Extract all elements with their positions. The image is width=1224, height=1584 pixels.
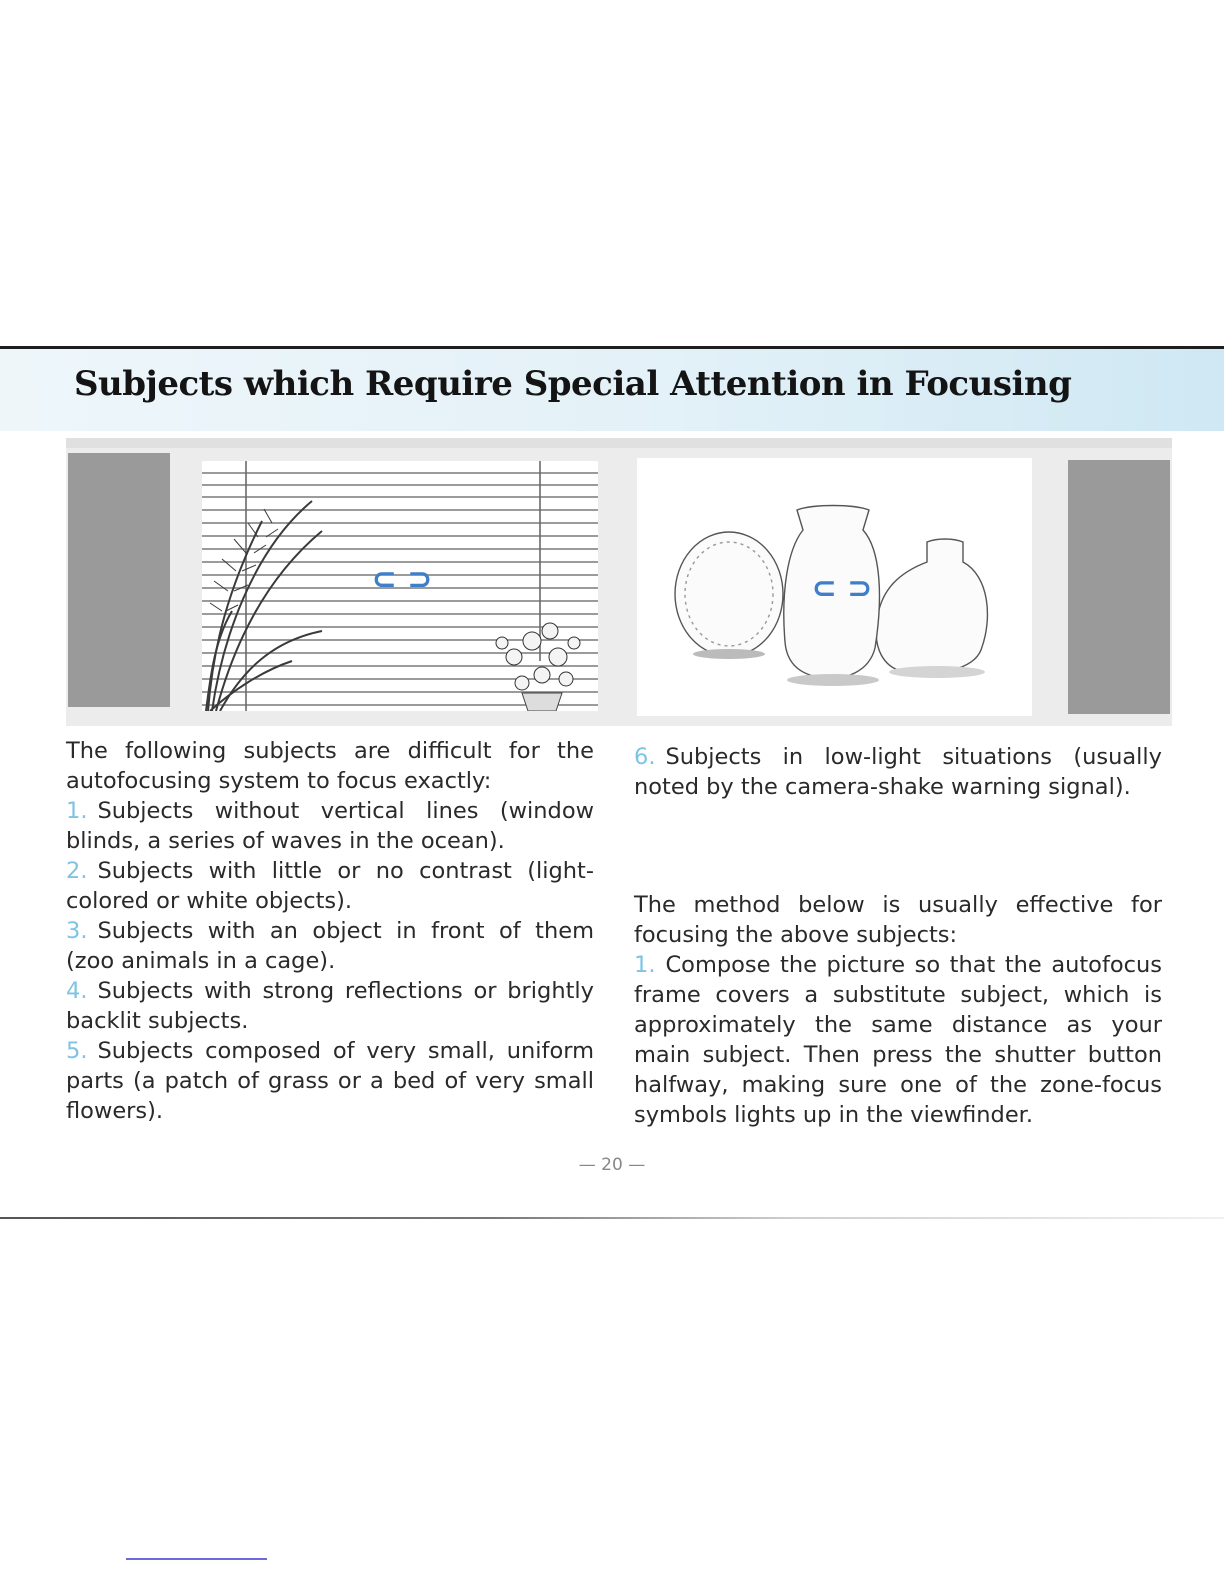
list-item — [66, 976, 594, 1036]
item-text: Subjects with an object in front of them (zoo animals in a cage). — [66, 918, 594, 974]
page-title: Subjects which Require Special Attention in Focusing — [74, 364, 1072, 404]
list-item — [634, 950, 1162, 1130]
footnote-rule — [126, 1558, 267, 1560]
left-gray-block — [68, 453, 170, 707]
list-item — [66, 1036, 594, 1126]
right-gray-block — [1068, 460, 1170, 714]
item-number: 3. — [66, 918, 88, 944]
item-text: Subjects with strong reflections or brightly backlit subjects. — [66, 978, 594, 1034]
item-number: 6. — [634, 744, 656, 770]
right-column-method — [634, 890, 1162, 1130]
list-item — [634, 742, 1162, 802]
blinds-illustration — [202, 461, 598, 711]
list-item — [66, 796, 594, 856]
focus-frame-icon: ⊂ ⊃ — [811, 571, 873, 606]
list-item — [66, 856, 594, 916]
item-number: 1. — [66, 798, 88, 824]
item-text: Compose the picture so that the autofocus frame covers a substitute subject, which is approximately the same distance as your main subject. Then press the shutter button halfway, making sure one of the zone-focus symbols lights up in the viewfinder. — [634, 952, 1162, 1128]
white-objects-illustration — [637, 458, 1032, 716]
item-text: Subjects with little or no contrast (light-colored or white objects). — [66, 858, 594, 914]
item-number: 2. — [66, 858, 88, 884]
bottom-rule — [0, 1217, 1224, 1219]
item-text: Subjects composed of very small, uniform parts (a patch of grass or a bed of very small flowers). — [66, 1038, 594, 1124]
intro-paragraph: The following subjects are difficult for the autofocusing system to focus exactly: — [66, 738, 594, 794]
right-column-item-6 — [634, 742, 1162, 802]
left-column — [66, 736, 594, 1126]
item-text: Subjects without vertical lines (window blinds, a series of waves in the ocean). — [66, 798, 594, 854]
focus-frame-icon: ⊂ ⊃ — [371, 562, 433, 597]
item-number: 4. — [66, 978, 88, 1004]
method-intro: The method below is usually effective for focusing the above subjects: — [634, 892, 1162, 948]
item-number: 1. — [634, 952, 656, 978]
item-text: Subjects in low-light situations (usually noted by the camera-shake warning signal). — [634, 744, 1162, 800]
page-number: — 20 — — [578, 1155, 646, 1175]
item-number: 5. — [66, 1038, 88, 1064]
list-item — [66, 916, 594, 976]
